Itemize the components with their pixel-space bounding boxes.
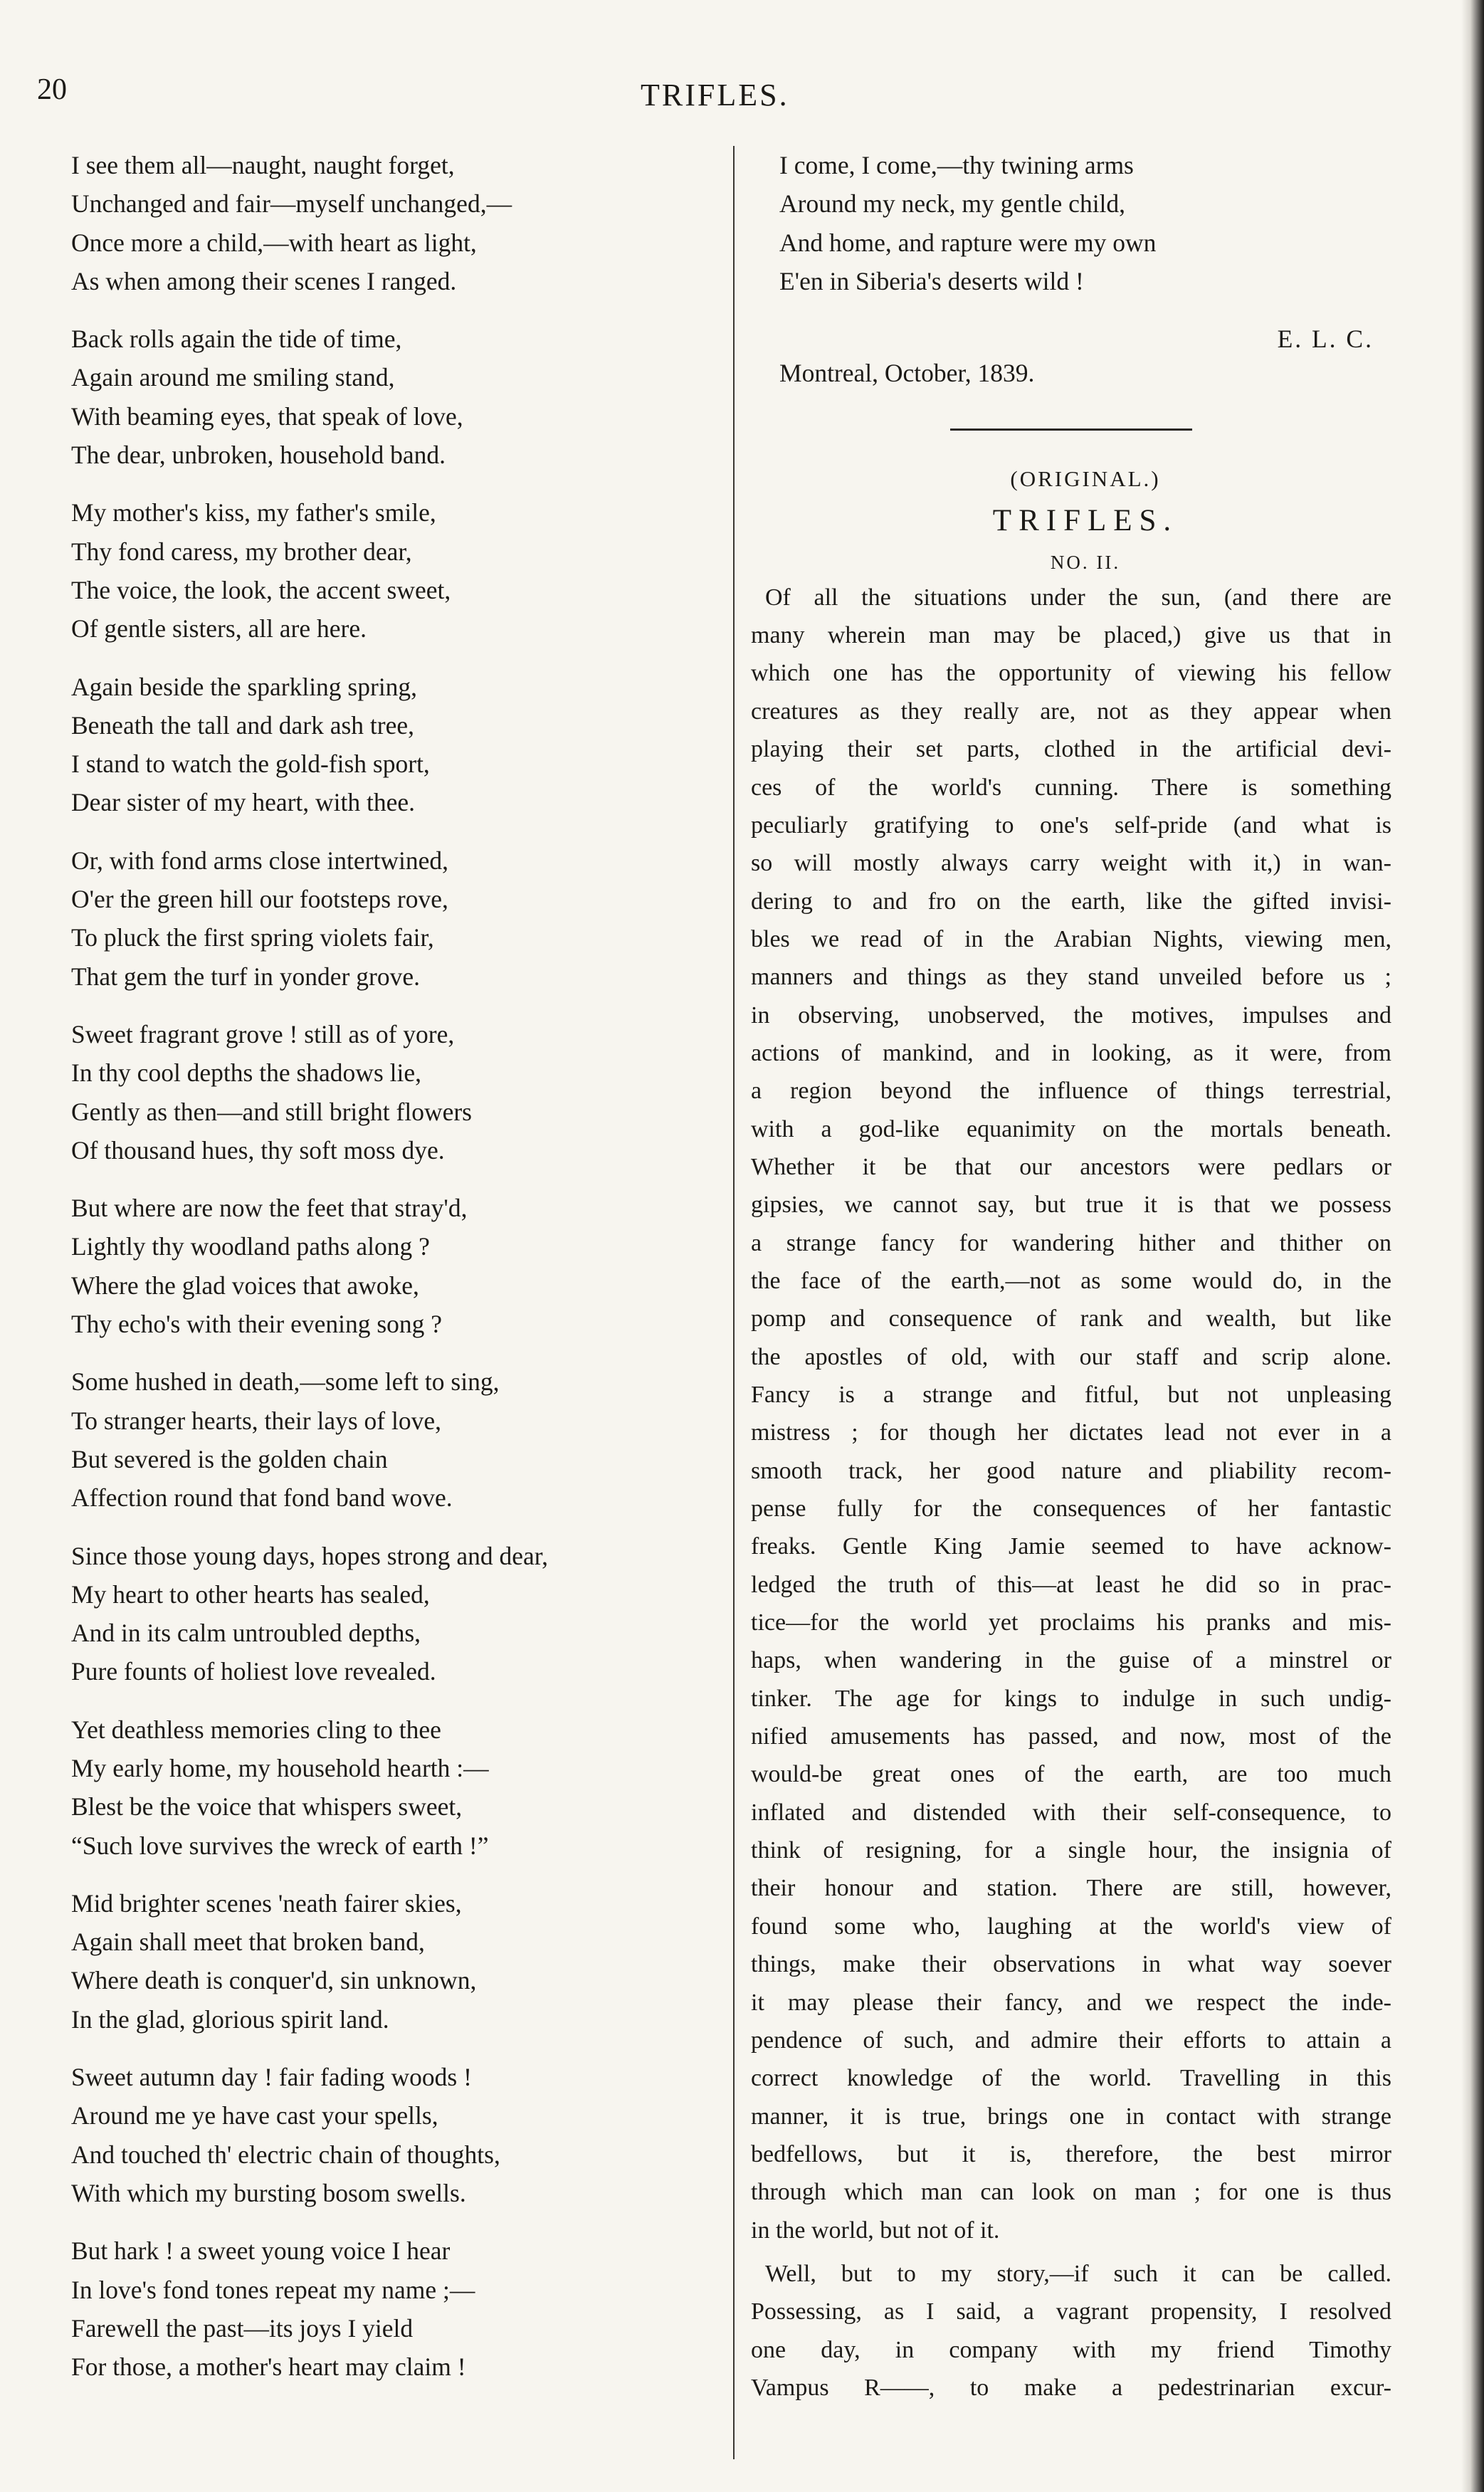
article-title: TRIFLES. (992, 503, 1179, 537)
poem-stanza (71, 1015, 712, 1169)
poem-line: I stand to watch the gold-fish sport, (71, 750, 430, 779)
poem-stanza (71, 1189, 712, 1343)
poem-line: Around my neck, my gentle child, (779, 189, 1126, 219)
poem-line: My early home, my household hearth :— (71, 1753, 489, 1782)
poem-stanza (71, 668, 712, 822)
article-line: haps, when wandering in the guise of a minstrel or (751, 1647, 1391, 1674)
article-line: manners and things as they stand unveiled before us ; (751, 964, 1391, 991)
article-line: actions of mankind, and in looking, as it were, from (751, 1039, 1391, 1066)
poem-line: I see them all—naught, naught forget, (71, 151, 455, 179)
poem-stanza (751, 146, 1391, 300)
poem-line: Gently as then—and still bright flowers (71, 1097, 472, 1126)
poem-line: Beneath the tall and dark ash tree, (71, 710, 415, 740)
poem-stanza (71, 2058, 712, 2212)
poem-line: Thy echo's with their evening song ? (71, 1310, 443, 1339)
article-line: tice—for the world yet proclaims his pranks and mis- (751, 1609, 1391, 1636)
article-line: ces of the world's cunning. There is something (751, 774, 1391, 801)
right-column (751, 146, 1391, 2407)
poem-line: Blest be the voice that whispers sweet, (71, 1792, 463, 1821)
poem-line: In love's fond tones repeat my name ;— (71, 2275, 475, 2304)
poem-line: In thy cool depths the shadows lie, (71, 1058, 421, 1088)
poem-line: Thy fond caress, my brother dear, (71, 537, 412, 566)
poem-stanza (71, 1362, 712, 1517)
article-line: Vampus R——, to make a pedestrinarian excur- (751, 2374, 1391, 2401)
poem-line: Back rolls again the tide of time, (71, 325, 402, 354)
article-line: pomp and consequence of rank and wealth, but like (751, 1305, 1391, 1332)
poem-stanza (71, 320, 712, 474)
poem-line: With which my bursting bosom swells. (71, 2178, 466, 2207)
poem-line: As when among their scenes I ranged. (71, 266, 457, 295)
poem-line: Again beside the sparkling spring, (71, 672, 418, 701)
poem-stanza (71, 146, 712, 300)
article-line: gipsies, we cannot say, but true it is that we possess (751, 1192, 1391, 1219)
article-line: in the world, but not of it. (751, 2217, 1000, 2244)
poem-stanza (71, 1884, 712, 2039)
article-line: playing their set parts, clothed in the artificial devi- (751, 736, 1391, 763)
article-line: which one has the opportunity of viewing his fellow (751, 660, 1391, 687)
poem-line: Where the glad voices that awoke, (71, 1271, 419, 1300)
poem-line: The dear, unbroken, household band. (71, 441, 446, 470)
article-number: NO. II. (1050, 551, 1121, 573)
poem-line: And touched th' electric chain of thoughts, (71, 2140, 500, 2169)
article-line: Fancy is a strange and fitful, but not unpleasing (751, 1382, 1391, 1408)
poem-line: Dear sister of my heart, with thee. (71, 788, 416, 817)
article-line: the apostles of old, with our staff and scrip alone. (751, 1343, 1391, 1370)
article-line: in observing, unobserved, the motives, impulses and (751, 1001, 1391, 1029)
poem-line: Unchanged and fair—myself unchanged,— (71, 189, 512, 219)
running-head: TRIFLES. (641, 78, 789, 112)
poem-final-stanza (751, 146, 1391, 300)
poem-line: Mid brighter scenes 'neath fairer skies, (71, 1888, 462, 1918)
article-line: the face of the earth,—not as some would do, in the (751, 1267, 1391, 1294)
poem-line: Around me ye have cast your spells, (71, 2101, 438, 2130)
poem-line: For those, a mother's heart may claim ! (71, 2352, 466, 2382)
article-line: mistress ; for though her dictates lead not ever in a (751, 1419, 1391, 1446)
poem-line: I come, I come,—thy twining arms (779, 151, 1134, 179)
article-line: ledged the truth of this—at least he did so in prac- (751, 1571, 1391, 1598)
poem-line: Pure founts of holiest love revealed. (71, 1657, 436, 1686)
poem-line: That gem the turf in yonder grove. (71, 962, 420, 991)
article-line: so will mostly always carry weight with it,) in wan- (751, 850, 1391, 877)
poem-line: Some hushed in death,—some left to sing, (71, 1367, 500, 1397)
article-line: nified amusements has passed, and now, most of the (751, 1723, 1391, 1750)
poem-line: My heart to other hearts has sealed, (71, 1579, 430, 1609)
poem-line: To stranger hearts, their lays of love, (71, 1406, 441, 1435)
poem-line: E'en in Siberia's deserts wild ! (779, 266, 1084, 295)
article-line: pense fully for the consequences of her fantastic (751, 1495, 1391, 1523)
poem-line: To pluck the first spring violets fair, (71, 923, 434, 952)
poem-line: But where are now the feet that stray'd, (71, 1194, 468, 1223)
poem-line: Yet deathless memories cling to thee (71, 1715, 441, 1744)
poem-line: The voice, the look, the accent sweet, (71, 575, 451, 604)
poem-line: Where death is conquer'd, sin unknown, (71, 1966, 477, 1995)
article-line: their honour and station. There are still, however, (751, 1875, 1391, 1902)
poem-line: Lightly thy woodland paths along ? (71, 1232, 430, 1261)
poem-stanza (71, 1710, 712, 1865)
poem-line: Farewell the past—its joys I yield (71, 2313, 414, 2343)
poem-dateline: Montreal, October, 1839. (779, 359, 1035, 388)
article-line: creatures as they really are, not as they appear when (751, 698, 1391, 725)
original-tag: (ORIGINAL.) (1010, 466, 1161, 491)
article-line: smooth track, her good nature and pliability recom- (751, 1457, 1391, 1484)
article-line: Of all the situations under the sun, (and there are (765, 584, 1391, 611)
poem-line: Of gentle sisters, all are here. (71, 614, 367, 643)
article-line: inflated and distended with their self-consequence, to (751, 1799, 1391, 1826)
poem-line: “Such love survives the wreck of earth !” (71, 1831, 489, 1860)
poem-line: Or, with fond arms close intertwined, (71, 846, 448, 875)
article-line: Well, but to my story,—if such it can be called. (765, 2260, 1391, 2287)
poem-line: Again around me smiling stand, (71, 363, 395, 392)
article-line: manner, it is true, brings one in contact with strange (751, 2103, 1391, 2130)
article-line: one day, in company with my friend Timothy (751, 2336, 1391, 2363)
article-body (751, 579, 1391, 2407)
article-line: tinker. The age for kings to indulge in such undig- (751, 1685, 1391, 1712)
poem-line: And in its calm untroubled depths, (71, 1619, 421, 1648)
poem-line: O'er the green hill our footsteps rove, (71, 885, 448, 914)
poem-line: Since those young days, hopes strong and dear, (71, 1541, 548, 1570)
article-line: Whether it be that our ancestors were pedlars or (751, 1153, 1391, 1180)
poem-line: But severed is the golden chain (71, 1444, 388, 1473)
poem-line: But hark ! a sweet young voice I hear (71, 2236, 451, 2266)
scan-edge (1461, 0, 1484, 2492)
article-line: with a god-like equanimity on the mortals beneath. (751, 1115, 1391, 1142)
poem-line: And home, and rapture were my own (779, 228, 1157, 257)
article-line: freaks. Gentle King Jamie seemed to have acknow- (751, 1533, 1391, 1560)
poem-stanza (71, 493, 712, 648)
poem-line: Sweet autumn day ! fair fading woods ! (71, 2063, 472, 2092)
article-line: found some who, laughing at the world's view of (751, 1913, 1391, 1940)
article-line: bedfellows, but it is, therefore, the best mirror (751, 2140, 1391, 2167)
poem-signature: E. L. C. (1277, 325, 1374, 354)
article-line: through which man can look on man ; for one is thus (751, 2179, 1391, 2206)
article-line: Possessing, as I said, a vagrant propensity, I resolved (751, 2298, 1391, 2325)
section-divider (950, 429, 1192, 431)
poem-line: Sweet fragrant grove ! still as of yore, (71, 1019, 455, 1048)
poem-stanza (71, 841, 712, 996)
page-number: 20 (37, 73, 67, 106)
article-line: correct knowledge of the world. Travelling in this (751, 2065, 1391, 2092)
article-line: a region beyond the influence of things terrestrial, (751, 1078, 1391, 1105)
article-line: would-be great ones of the earth, are too much (751, 1761, 1391, 1788)
poem-line: Affection round that fond band wove. (71, 1483, 453, 1513)
poem-line: With beaming eyes, that speak of love, (71, 401, 463, 431)
article-line: dering to and fro on the earth, like the gifted invisi- (751, 888, 1391, 915)
poem-stanza (71, 2231, 712, 2386)
poem-line: My mother's kiss, my father's smile, (71, 498, 436, 527)
poem-line: In the glad, glorious spirit land. (71, 2004, 389, 2034)
column-rule (733, 146, 735, 2459)
article-line: a strange fancy for wandering hither and thither on (751, 1229, 1391, 1256)
article-line: pendence of such, and admire their efforts to attain a (751, 2026, 1391, 2054)
poem-line: Once more a child,—with heart as light, (71, 228, 477, 257)
article-line: peculiarly gratifying to one's self-pride (and what is (751, 811, 1391, 838)
poem-line: Again shall meet that broken band, (71, 1928, 425, 1957)
article-line: think of resigning, for a single hour, the insignia of (751, 1837, 1391, 1864)
poem-left-column (71, 146, 712, 2405)
article-line: many wherein man may be placed,) give us that in (751, 622, 1391, 649)
article-line: bles we read of in the Arabian Nights, viewing men, (751, 925, 1391, 952)
article-line: it may please their fancy, and we respect the inde- (751, 1989, 1391, 2016)
paragraph-gap (751, 2249, 1391, 2255)
article-line: things, make their observations in what way soever (751, 1951, 1391, 1978)
poem-stanza (71, 1537, 712, 1691)
poem-line: Of thousand hues, thy soft moss dye. (71, 1135, 445, 1164)
